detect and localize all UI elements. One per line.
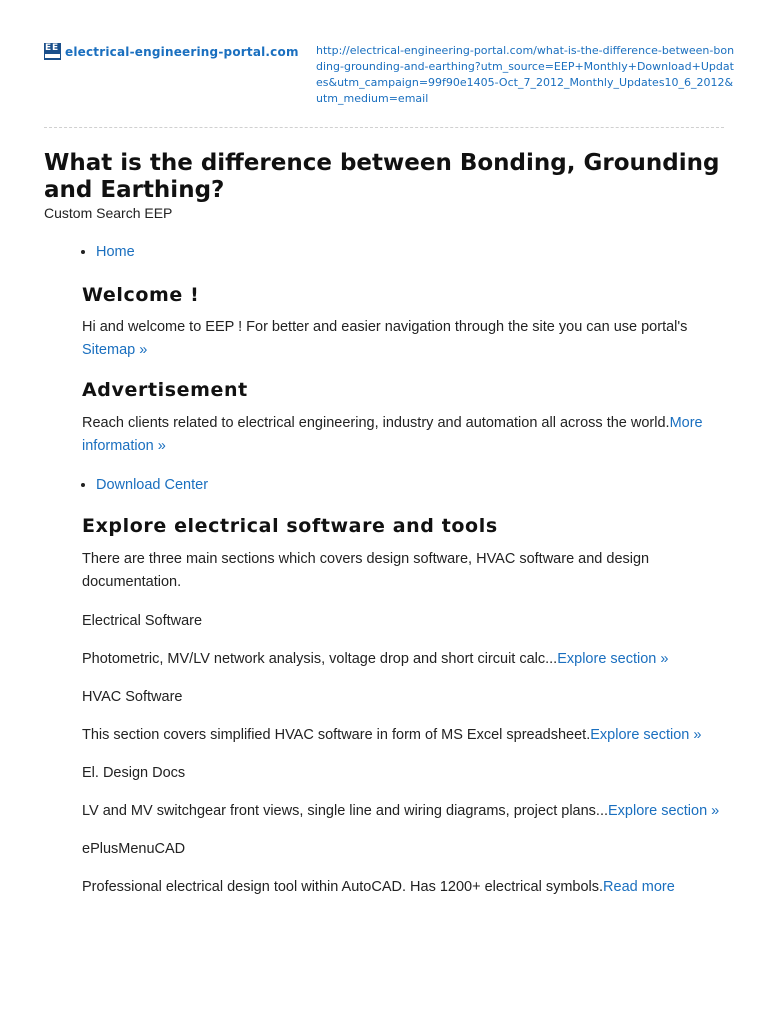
list-item xyxy=(96,474,724,497)
page-header xyxy=(44,0,735,128)
explore-heading: Explore electrical software and tools xyxy=(82,515,498,537)
section-title-design-docs: El. Design Docs xyxy=(82,765,186,781)
sidebar-content xyxy=(44,241,724,899)
welcome-text xyxy=(82,316,724,362)
section-desc-hvac-software xyxy=(82,724,724,747)
section-desc-electrical-software xyxy=(82,648,724,671)
explore-design-docs-link[interactable]: Explore section » xyxy=(608,803,720,819)
welcome-heading: Welcome ! xyxy=(82,284,200,306)
section-title-electrical-software: Electrical Software xyxy=(82,613,203,629)
welcome-body: Hi and welcome to EEP ! For better and easier navigation through the site you can use portal's xyxy=(82,319,688,335)
explore-intro: There are three main sections which covers design software, HVAC software and design documentation. xyxy=(82,551,650,590)
section-title-eplusmenucad: ePlusMenuCAD xyxy=(82,841,186,857)
sitemap-link[interactable]: Sitemap » xyxy=(82,342,148,358)
more-information-link[interactable]: More information » xyxy=(82,415,703,454)
advertisement-body: Reach clients related to electrical engineering, industry and automation all across the world. xyxy=(82,415,670,431)
home-link[interactable]: Home xyxy=(96,244,135,260)
explore-hvac-software-link[interactable]: Explore section » xyxy=(590,727,702,743)
section-desc-text: LV and MV switchgear front views, single line and wiring diagrams, project plans... xyxy=(82,803,609,819)
eep-logo-icon: E E xyxy=(44,43,61,60)
list-item xyxy=(96,241,724,264)
advertisement-heading: Advertisement xyxy=(82,379,248,401)
section-desc-text: Photometric, MV/LV network analysis, voltage drop and short circuit calc... xyxy=(82,651,558,667)
section-desc-eplusmenucad xyxy=(82,876,724,899)
section-title-hvac-software: HVAC Software xyxy=(82,689,183,705)
custom-search-label: Custom Search EEP xyxy=(44,205,173,221)
site-brand[interactable] xyxy=(44,43,299,60)
section-desc-text: Professional electrical design tool within AutoCAD. Has 1200+ electrical symbols. xyxy=(82,879,604,895)
site-name[interactable]: electrical-engineering-portal.com xyxy=(65,44,299,59)
section-desc-design-docs xyxy=(82,800,724,823)
section-desc-text: This section covers simplified HVAC software in form of MS Excel spreadsheet. xyxy=(82,727,591,743)
source-url-link[interactable]: http://electrical-engineering-portal.com/what-is-the-difference-between-bonding-grounding-and-earthing?utm_source=EEP+Monthly+Download+Updates&utm_campaign=99f90e1405-Oct_7_2012_Monthly_Updates10_6_2012&utm_medium=email xyxy=(316,44,735,105)
advertisement-text xyxy=(82,412,724,458)
nav-list-home xyxy=(82,241,724,264)
read-more-link[interactable]: Read more xyxy=(603,879,675,895)
article-title: What is the difference between Bonding, Grounding and Earthing? xyxy=(44,150,720,203)
nav-list-download xyxy=(82,474,724,497)
explore-electrical-software-link[interactable]: Explore section » xyxy=(557,651,669,667)
download-center-link[interactable]: Download Center xyxy=(96,477,209,493)
